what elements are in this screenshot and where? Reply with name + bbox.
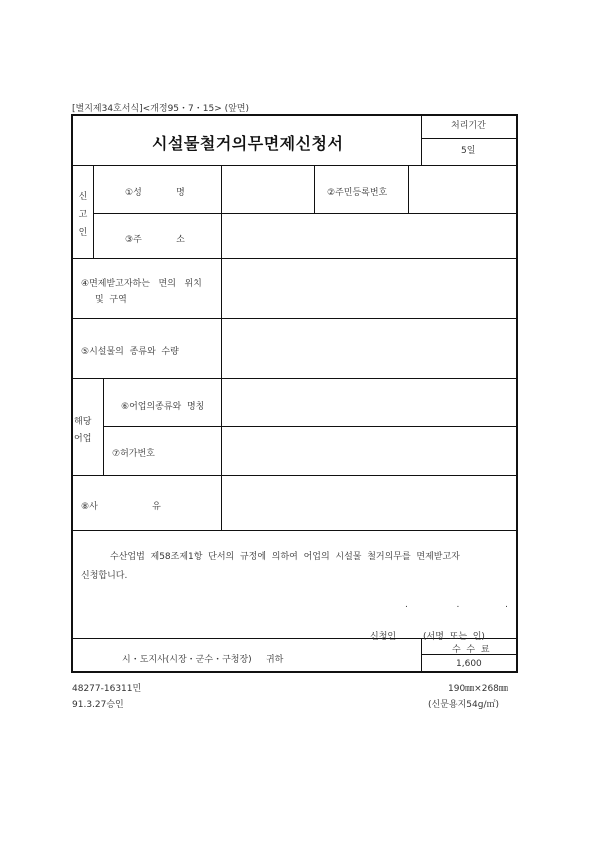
exemption-location-label-2: 및 구역 — [95, 295, 127, 305]
applicant-group-label: 신 고 인 — [78, 192, 88, 238]
statement-text: 수산업법 제58조제1항 단서의 규정에 의하여 어업의 시설물 철거의무를 면제받고자 — [110, 552, 460, 562]
exemption-location-field[interactable] — [223, 260, 515, 317]
recipient-text: 시・도지사(시장・군수・구청장) 귀하 — [122, 655, 284, 665]
reason-label: ⑧사 유 — [81, 502, 161, 512]
name-field[interactable] — [223, 167, 313, 212]
license-number-field[interactable] — [223, 428, 515, 474]
facilities-label: ⑤시설물의 종류와 수량 — [81, 347, 179, 357]
statement-text-2: 신청합니다. — [81, 571, 128, 581]
fishery-group-label: 해당 — [74, 417, 92, 427]
address-field[interactable] — [223, 215, 515, 257]
facilities-field[interactable] — [223, 320, 515, 377]
exemption-location-label: ④면제받고자하는 면의 위치 — [81, 279, 202, 289]
processing-period-value: 5일 — [461, 146, 476, 156]
form-title: 시설물철거의무면제신청서 — [152, 134, 344, 153]
form-reference: [별지제34호서식]<개정95・7・15> (앞면) — [72, 104, 250, 114]
form-code: 48277-16311민 — [72, 684, 142, 694]
license-number-label: ⑦허가번호 — [112, 449, 155, 459]
date-field[interactable]: . . . — [405, 600, 508, 610]
fishery-type-label: ⑥어업의종류와 명칭 — [121, 402, 205, 412]
fee-value: 1,600 — [456, 659, 482, 669]
name-label: ①성 명 — [125, 188, 185, 198]
registration-number-label: ②주민등록번호 — [327, 188, 388, 198]
signature-field[interactable]: (서명 또는 인) — [423, 632, 485, 642]
approval-date: 91.3.27승인 — [72, 700, 124, 710]
paper-type: (신문용지54g/㎡) — [428, 700, 499, 710]
address-label: ③주 소 — [125, 235, 185, 245]
fishery-group-label-2: 어업 — [74, 434, 92, 444]
fishery-type-field[interactable] — [223, 380, 515, 425]
reason-field[interactable] — [223, 477, 515, 529]
processing-period-label: 처리기간 — [451, 121, 486, 131]
registration-number-field[interactable] — [410, 167, 515, 212]
paper-size: 190㎜×268㎜ — [448, 684, 508, 694]
fee-label: 수 수 료 — [452, 645, 490, 655]
applicant-sign-label: 신청인 — [370, 632, 397, 642]
